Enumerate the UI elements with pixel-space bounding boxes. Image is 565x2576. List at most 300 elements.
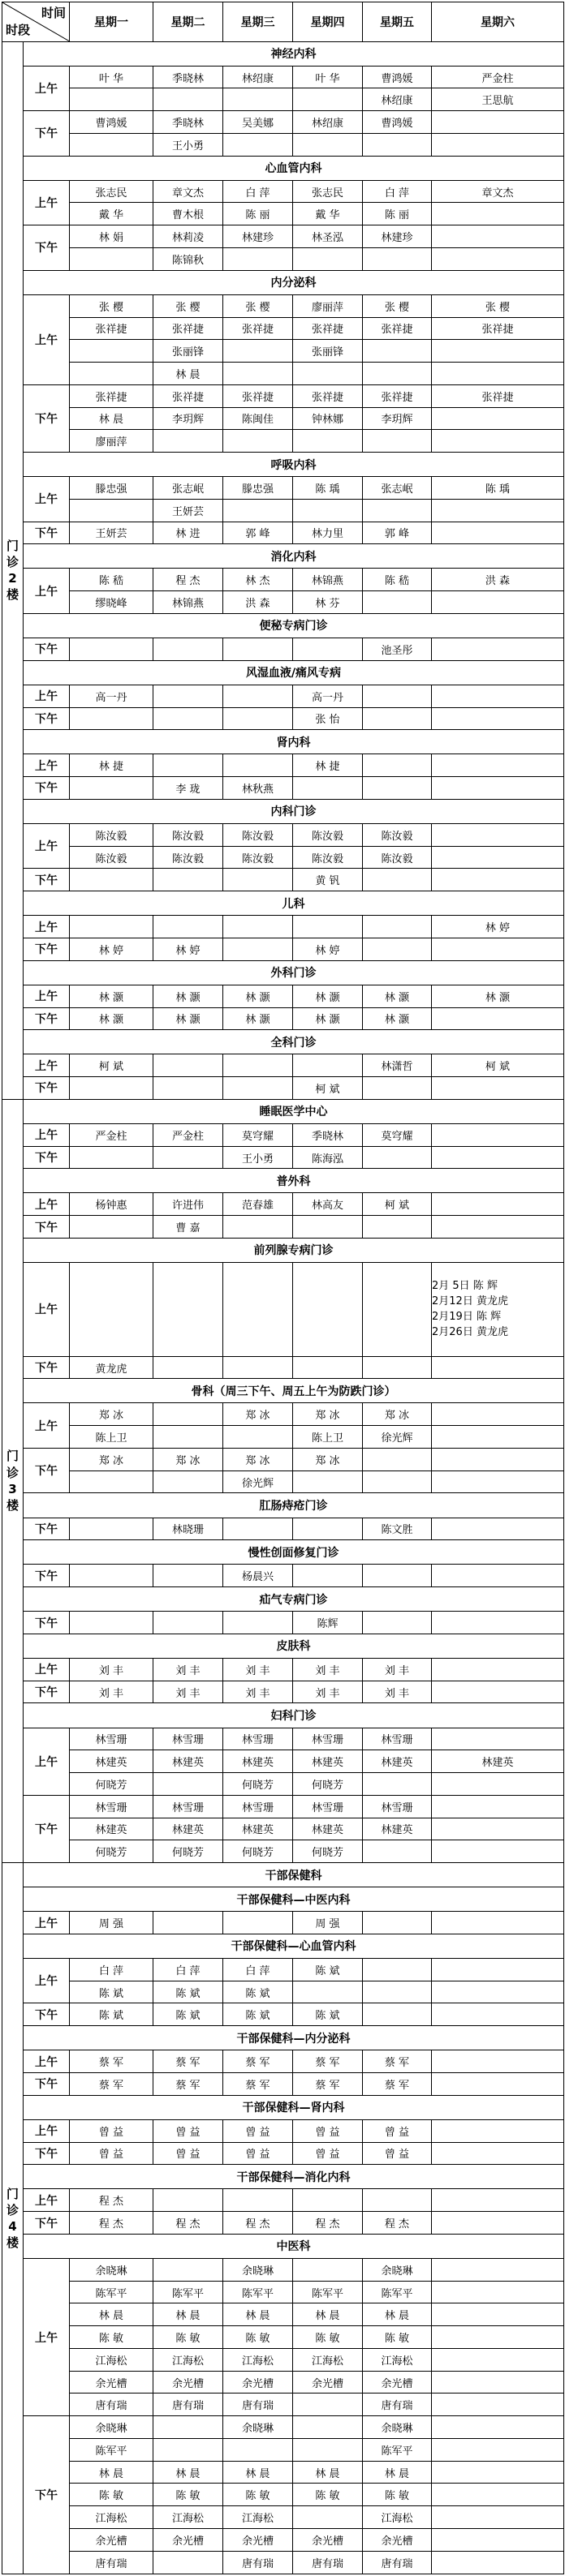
doctor-slot-thu: 曾 益 — [293, 2142, 363, 2165]
schedule-row — [2, 638, 564, 660]
doctor-slot-tue: 林 晨 — [153, 2303, 223, 2326]
period-label: 上午 — [24, 2258, 70, 2415]
doctor-slot-tue: 陈军平 — [153, 2281, 223, 2303]
doctor-slot-sat — [432, 1007, 564, 1030]
schedule-row — [2, 203, 564, 225]
doctor-slot-fri — [363, 1958, 432, 1981]
doctor-slot-mon: 缪晓峰 — [70, 591, 153, 614]
doctor-slot-fri: 林 晨 — [363, 2461, 432, 2484]
doctor-slot-mon: 林 灏 — [70, 1007, 153, 1030]
schedule-row — [2, 1123, 564, 1146]
schedule-row — [2, 2303, 564, 2326]
doctor-slot-wed: 王小勇 — [223, 1146, 293, 1169]
doctor-slot-thu — [293, 916, 363, 938]
period-label: 下午 — [24, 2142, 70, 2165]
doctor-slot-wed: 林建珍 — [223, 225, 293, 248]
doctor-slot-mon: 戴 华 — [70, 203, 153, 225]
department-row — [2, 270, 564, 294]
doctor-slot-fri — [363, 1077, 432, 1100]
period-label: 上午 — [24, 916, 70, 938]
schedule-row — [2, 1193, 564, 1216]
doctor-slot-tue: 季晓林 — [153, 111, 223, 134]
doctor-slot-fri: 蔡 军 — [363, 2073, 432, 2096]
period-label: 下午 — [24, 1007, 70, 1030]
doctor-slot-tue — [153, 2438, 223, 2461]
schedule-row — [2, 1518, 564, 1540]
schedule-row — [2, 1448, 564, 1470]
doctor-slot-sat — [432, 1658, 564, 1681]
doctor-slot-fri: 曾 益 — [363, 2142, 432, 2165]
doctor-slot-sat — [432, 363, 564, 385]
doctor-slot-fri — [363, 247, 432, 270]
department-title: 干部保健科 — [24, 1863, 564, 1887]
department-title: 消化内科 — [24, 544, 564, 569]
doctor-slot-fri — [363, 2189, 432, 2212]
doctor-slot-wed: 江海松 — [223, 2348, 293, 2371]
doctor-slot-mon: 滕忠强 — [70, 477, 153, 500]
doctor-slot-sat — [432, 1193, 564, 1216]
doctor-slot-wed: 张 樱 — [223, 294, 293, 317]
schedule-row — [2, 685, 564, 707]
doctor-slot-mon: 柯 斌 — [70, 1054, 153, 1077]
department-row — [2, 613, 564, 638]
doctor-slot-thu: 陈海泓 — [293, 1146, 363, 1169]
department-title: 呼吸内科 — [24, 453, 564, 477]
department-row — [2, 1169, 564, 1193]
doctor-slot-fri — [363, 1773, 432, 1796]
doctor-slot-thu: 余光槽 — [293, 2528, 363, 2551]
doctor-slot-thu — [293, 1356, 363, 1379]
doctor-slot-fri: 林潇哲 — [363, 1054, 432, 1077]
doctor-slot-wed: 张祥捷 — [223, 317, 293, 340]
department-title: 干部保健科—心血管内科 — [24, 1934, 564, 1958]
doctor-slot-tue — [153, 2189, 223, 2212]
doctor-slot-mon: 林雪珊 — [70, 1795, 153, 1818]
period-label: 下午 — [24, 938, 70, 960]
doctor-slot-fri: 陈 丽 — [363, 203, 432, 225]
period-label: 下午 — [24, 1795, 70, 1862]
doctor-slot-wed: 林雪珊 — [223, 1728, 293, 1750]
doctor-slot-tue: 季晓林 — [153, 66, 223, 88]
doctor-slot-fri: 刘 丰 — [363, 1681, 432, 1703]
doctor-slot-fri — [363, 133, 432, 156]
schedule-row — [2, 2326, 564, 2349]
department-title: 全科门诊 — [24, 1030, 564, 1054]
doctor-slot-thu: 陈 瑀 — [293, 477, 363, 500]
doctor-slot-thu — [293, 638, 363, 660]
schedule-row — [2, 1912, 564, 1934]
doctor-slot-wed — [223, 1054, 293, 1077]
schedule-row — [2, 2212, 564, 2235]
doctor-slot-sat — [432, 591, 564, 614]
doctor-slot-tue — [153, 2416, 223, 2439]
period-label: 下午 — [24, 1681, 70, 1703]
doctor-slot-mon: 郑 冰 — [70, 1448, 153, 1470]
doctor-slot-thu — [293, 2438, 363, 2461]
department-row — [2, 1379, 564, 1403]
doctor-slot-wed — [223, 499, 293, 522]
doctor-slot-fri: 莫穹耀 — [363, 1123, 432, 1146]
schedule-row — [2, 1795, 564, 1818]
doctor-slot-wed: 白 萍 — [223, 1958, 293, 1981]
doctor-slot-thu: 林雪珊 — [293, 1728, 363, 1750]
doctor-slot-wed: 张祥捷 — [223, 384, 293, 407]
doctor-slot-thu: 余光槽 — [293, 2371, 363, 2394]
doctor-slot-mon — [70, 1077, 153, 1100]
doctor-slot-fri — [363, 1216, 432, 1239]
doctor-slot-sat: 林建英 — [432, 1750, 564, 1773]
doctor-slot-sat: 张 樱 — [432, 294, 564, 317]
schedule-row — [2, 2050, 564, 2073]
department-row — [2, 544, 564, 569]
doctor-slot-mon: 程 杰 — [70, 2212, 153, 2235]
doctor-slot-fri — [363, 2003, 432, 2026]
doctor-slot-fri: 张祥捷 — [363, 384, 432, 407]
doctor-slot-thu: 张祥捷 — [293, 317, 363, 340]
doctor-slot-tue: 章文杰 — [153, 180, 223, 203]
doctor-slot-tue: 林 灏 — [153, 985, 223, 1007]
doctor-slot-tue: 余光槽 — [153, 2371, 223, 2394]
doctor-slot-wed — [223, 363, 293, 385]
doctor-slot-wed — [223, 2189, 293, 2212]
schedule-row — [2, 430, 564, 453]
doctor-slot-thu — [293, 777, 363, 800]
doctor-slot-thu — [293, 1263, 363, 1357]
doctor-slot-tue — [153, 2551, 223, 2574]
doctor-slot-fri — [363, 1840, 432, 1863]
doctor-slot-sat — [432, 2303, 564, 2326]
doctor-slot-wed: 白 萍 — [223, 180, 293, 203]
period-label: 下午 — [24, 1448, 70, 1493]
department-title: 外科门诊 — [24, 960, 564, 985]
doctor-slot-tue: 陈锦秋 — [153, 247, 223, 270]
doctor-slot-tue — [153, 1077, 223, 1100]
department-row — [2, 1540, 564, 1565]
doctor-slot-thu: 林 婷 — [293, 938, 363, 960]
doctor-slot-thu: 陈汝毅 — [293, 823, 363, 846]
period-label: 上午 — [24, 180, 70, 225]
doctor-slot-fri: 林建英 — [363, 1818, 432, 1840]
doctor-slot-thu — [293, 1054, 363, 1077]
department-title: 中医科 — [24, 2234, 564, 2258]
doctor-slot-fri: 曹鸿媛 — [363, 111, 432, 134]
doctor-slot-fri: 蔡 军 — [363, 2050, 432, 2073]
doctor-slot-wed: 蔡 军 — [223, 2050, 293, 2073]
doctor-slot-thu: 陈上卫 — [293, 1426, 363, 1449]
department-title: 睡眠医学中心 — [24, 1099, 564, 1123]
day-header-wed: 星期三 — [223, 2, 293, 42]
doctor-slot-sat — [432, 2119, 564, 2142]
doctor-slot-tue — [153, 916, 223, 938]
doctor-slot-thu: 季晓林 — [293, 1123, 363, 1146]
period-label: 上午 — [24, 1403, 70, 1449]
doctor-slot-thu: 林 晨 — [293, 2303, 363, 2326]
schedule-row — [2, 2281, 564, 2303]
schedule-row — [2, 1750, 564, 1773]
doctor-slot-fri: 余光槽 — [363, 2371, 432, 2394]
doctor-slot-wed — [223, 247, 293, 270]
doctor-slot-fri: 林绍康 — [363, 88, 432, 111]
schedule-row — [2, 2348, 564, 2371]
doctor-slot-thu — [293, 1565, 363, 1587]
doctor-slot-sat — [432, 754, 564, 777]
doctor-slot-fri — [363, 938, 432, 960]
schedule-row — [2, 2484, 564, 2506]
doctor-slot-sat — [432, 522, 564, 544]
doctor-slot-mon: 刘 丰 — [70, 1681, 153, 1703]
doctor-slot-sat — [432, 2551, 564, 2574]
schedule-row — [2, 477, 564, 500]
doctor-slot-sat — [432, 1958, 564, 1981]
doctor-slot-fri: 林雪珊 — [363, 1728, 432, 1750]
department-row — [2, 1238, 564, 1262]
doctor-slot-mon: 陈 斌 — [70, 1981, 153, 2003]
schedule-row — [2, 2258, 564, 2281]
department-row — [2, 1587, 564, 1612]
doctor-slot-sat — [432, 2371, 564, 2394]
doctor-slot-tue: 陈 斌 — [153, 2003, 223, 2026]
schedule-row — [2, 569, 564, 591]
schedule-row — [2, 1403, 564, 1426]
doctor-slot-wed: 江海松 — [223, 2506, 293, 2529]
doctor-slot-sat — [432, 1146, 564, 1169]
header-period-label: 时段 — [6, 22, 31, 37]
doctor-slot-mon: 黄龙虎 — [70, 1356, 153, 1379]
doctor-slot-tue: 白 萍 — [153, 1958, 223, 1981]
day-header-thu: 星期四 — [293, 2, 363, 42]
schedule-row — [2, 294, 564, 317]
doctor-slot-tue: 陈 斌 — [153, 1981, 223, 2003]
doctor-slot-thu — [293, 88, 363, 111]
doctor-slot-mon: 林 娟 — [70, 225, 153, 248]
doctor-slot-mon — [70, 1565, 153, 1587]
schedule-row — [2, 1818, 564, 1840]
doctor-slot-fri — [363, 707, 432, 730]
schedule-row — [2, 499, 564, 522]
doctor-slot-thu: 蔡 军 — [293, 2073, 363, 2096]
doctor-slot-mon: 林 捷 — [70, 754, 153, 777]
doctor-slot-mon: 陈 斌 — [70, 2003, 153, 2026]
doctor-slot-tue — [153, 1054, 223, 1077]
doctor-slot-mon: 严金柱 — [70, 1123, 153, 1146]
doctor-slot-wed — [223, 869, 293, 891]
schedule-row — [2, 111, 564, 134]
doctor-slot-sat — [432, 1728, 564, 1750]
period-label: 下午 — [24, 1565, 70, 1587]
schedule-row — [2, 2142, 564, 2165]
doctor-slot-sat — [432, 1470, 564, 1493]
doctor-slot-mon: 陈 敏 — [70, 2326, 153, 2349]
schedule-row — [2, 1356, 564, 1379]
schedule-row — [2, 88, 564, 111]
doctor-slot-wed — [223, 685, 293, 707]
period-label: 下午 — [24, 707, 70, 730]
doctor-slot-fri — [363, 1565, 432, 1587]
doctor-slot-fri: 陈军平 — [363, 2438, 432, 2461]
doctor-slot-fri — [363, 1356, 432, 1379]
doctor-slot-wed: 吴美娜 — [223, 111, 293, 134]
doctor-slot-wed: 陈汝毅 — [223, 846, 293, 869]
doctor-slot-tue — [153, 1565, 223, 1587]
doctor-slot-tue — [153, 1912, 223, 1934]
doctor-slot-mon: 张祥捷 — [70, 317, 153, 340]
department-title: 普外科 — [24, 1169, 564, 1193]
doctor-slot-wed — [223, 1426, 293, 1449]
doctor-slot-tue — [153, 1470, 223, 1493]
department-row — [2, 156, 564, 180]
department-row — [2, 1703, 564, 1728]
doctor-slot-fri: 林 晨 — [363, 2303, 432, 2326]
doctor-slot-mon — [70, 499, 153, 522]
doctor-slot-fri: 陈军平 — [363, 2281, 432, 2303]
doctor-slot-tue: 曹 嘉 — [153, 1216, 223, 1239]
doctor-slot-mon: 郑 冰 — [70, 1403, 153, 1426]
doctor-slot-wed: 林建英 — [223, 1818, 293, 1840]
doctor-slot-wed: 何晓芳 — [223, 1773, 293, 1796]
doctor-slot-sat — [432, 2326, 564, 2349]
doctor-slot-sat — [432, 707, 564, 730]
department-title: 干部保健科—中医内科 — [24, 1887, 564, 1912]
department-title: 神经内科 — [24, 41, 564, 66]
doctor-slot-mon: 张祥捷 — [70, 384, 153, 407]
doctor-slot-tue — [153, 2258, 223, 2281]
doctor-slot-thu: 林 芬 — [293, 591, 363, 614]
schedule-row — [2, 2119, 564, 2142]
doctor-slot-tue: 蔡 军 — [153, 2050, 223, 2073]
doctor-slot-sat — [432, 2050, 564, 2073]
doctor-slot-sat — [432, 1356, 564, 1379]
schedule-row — [2, 407, 564, 430]
doctor-slot-mon: 林 婷 — [70, 938, 153, 960]
doctor-slot-wed: 唐有瑞 — [223, 2394, 293, 2416]
department-row — [2, 1030, 564, 1054]
doctor-slot-tue: 许进伟 — [153, 1193, 223, 1216]
doctor-slot-sat — [432, 111, 564, 134]
doctor-slot-sat — [432, 1612, 564, 1634]
doctor-slot-sat: 陈 瑀 — [432, 477, 564, 500]
doctor-slot-tue — [153, 1426, 223, 1449]
doctor-slot-fri: 余光槽 — [363, 2528, 432, 2551]
department-row — [2, 1099, 564, 1123]
doctor-slot-mon: 林 晨 — [70, 2303, 153, 2326]
doctor-slot-mon: 余晓琳 — [70, 2416, 153, 2439]
doctor-slot-thu: 周 强 — [293, 1912, 363, 1934]
schedule-row — [2, 317, 564, 340]
doctor-slot-mon: 刘 丰 — [70, 1658, 153, 1681]
doctor-slot-sat — [432, 2258, 564, 2281]
doctor-slot-tue: 刘 丰 — [153, 1681, 223, 1703]
department-title: 干部保健科—肾内科 — [24, 2095, 564, 2119]
doctor-slot-mon — [70, 133, 153, 156]
doctor-slot-thu: 钟林娜 — [293, 407, 363, 430]
doctor-slot-sat — [432, 1912, 564, 1934]
doctor-slot-fri: 江海松 — [363, 2506, 432, 2529]
doctor-slot-tue: 曾 益 — [153, 2142, 223, 2165]
schedule-row — [2, 1007, 564, 1030]
schedule-row — [2, 363, 564, 385]
doctor-slot-fri: 陈汝毅 — [363, 846, 432, 869]
period-label: 下午 — [24, 225, 70, 271]
doctor-slot-mon — [70, 916, 153, 938]
doctor-slot-mon: 余晓琳 — [70, 2258, 153, 2281]
doctor-slot-sat — [432, 2461, 564, 2484]
period-label: 上午 — [24, 477, 70, 522]
schedule-row — [2, 707, 564, 730]
doctor-slot-wed: 陈 敏 — [223, 2484, 293, 2506]
doctor-slot-sat — [432, 1681, 564, 1703]
doctor-slot-wed: 何晓芳 — [223, 1840, 293, 1863]
period-label: 上午 — [24, 1958, 70, 2003]
doctor-slot-mon — [70, 869, 153, 891]
doctor-slot-tue: 林 进 — [153, 522, 223, 544]
doctor-slot-fri — [363, 1263, 432, 1357]
doctor-slot-thu: 林雪珊 — [293, 1795, 363, 1818]
doctor-slot-tue — [153, 1146, 223, 1169]
doctor-slot-fri: 江海松 — [363, 2348, 432, 2371]
department-title: 皮肤科 — [24, 1634, 564, 1658]
doctor-slot-sat — [432, 430, 564, 453]
schedule-row — [2, 180, 564, 203]
doctor-slot-tue — [153, 88, 223, 111]
period-label: 下午 — [24, 522, 70, 544]
floor-label-cell: 门 诊 2 楼 — [2, 41, 24, 1099]
doctor-slot-mon: 陈 嵇 — [70, 569, 153, 591]
doctor-slot-mon: 林雪珊 — [70, 1728, 153, 1750]
doctor-slot-sat — [432, 2484, 564, 2506]
doctor-slot-thu — [293, 363, 363, 385]
doctor-slot-sat — [432, 1426, 564, 1449]
doctor-slot-thu: 蔡 军 — [293, 2050, 363, 2073]
doctor-slot-thu: 林绍康 — [293, 111, 363, 134]
schedule-row — [2, 846, 564, 869]
doctor-slot-sat — [432, 225, 564, 248]
doctor-slot-sat — [432, 1795, 564, 1818]
doctor-slot-thu: 高一丹 — [293, 685, 363, 707]
doctor-slot-thu: 张志民 — [293, 180, 363, 203]
doctor-slot-mon: 陈汝毅 — [70, 823, 153, 846]
doctor-slot-thu: 张 怡 — [293, 707, 363, 730]
doctor-slot-wed: 陈 敏 — [223, 2326, 293, 2349]
doctor-slot-fri — [363, 1612, 432, 1634]
doctor-slot-mon: 余光槽 — [70, 2528, 153, 2551]
doctor-slot-sat — [432, 685, 564, 707]
period-label: 下午 — [24, 777, 70, 800]
department-title: 内分泌科 — [24, 270, 564, 294]
schedule-row — [2, 1840, 564, 1863]
period-label: 上午 — [24, 1193, 70, 1216]
doctor-slot-thu: 黄 钒 — [293, 869, 363, 891]
doctor-slot-wed — [223, 1077, 293, 1100]
doctor-slot-wed — [223, 1216, 293, 1239]
doctor-slot-fri: 余晓琳 — [363, 2258, 432, 2281]
doctor-slot-mon: 何晓芳 — [70, 1840, 153, 1863]
doctor-slot-tue — [153, 1612, 223, 1634]
doctor-slot-tue: 张志岷 — [153, 477, 223, 500]
doctor-slot-tue: 林锦燕 — [153, 591, 223, 614]
doctor-slot-mon: 唐有瑞 — [70, 2394, 153, 2416]
doctor-slot-wed: 刘 丰 — [223, 1658, 293, 1681]
doctor-slot-sat: 柯 斌 — [432, 1054, 564, 1077]
period-label: 上午 — [24, 1658, 70, 1681]
schedule-row — [2, 1958, 564, 1981]
doctor-slot-sat — [432, 638, 564, 660]
doctor-slot-tue: 唐有瑞 — [153, 2394, 223, 2416]
doctor-slot-sat — [432, 777, 564, 800]
schedule-row — [2, 2506, 564, 2529]
doctor-slot-mon: 张 樱 — [70, 294, 153, 317]
department-title: 肛肠痔疮门诊 — [24, 1493, 564, 1518]
doctor-slot-tue: 郑 冰 — [153, 1448, 223, 1470]
